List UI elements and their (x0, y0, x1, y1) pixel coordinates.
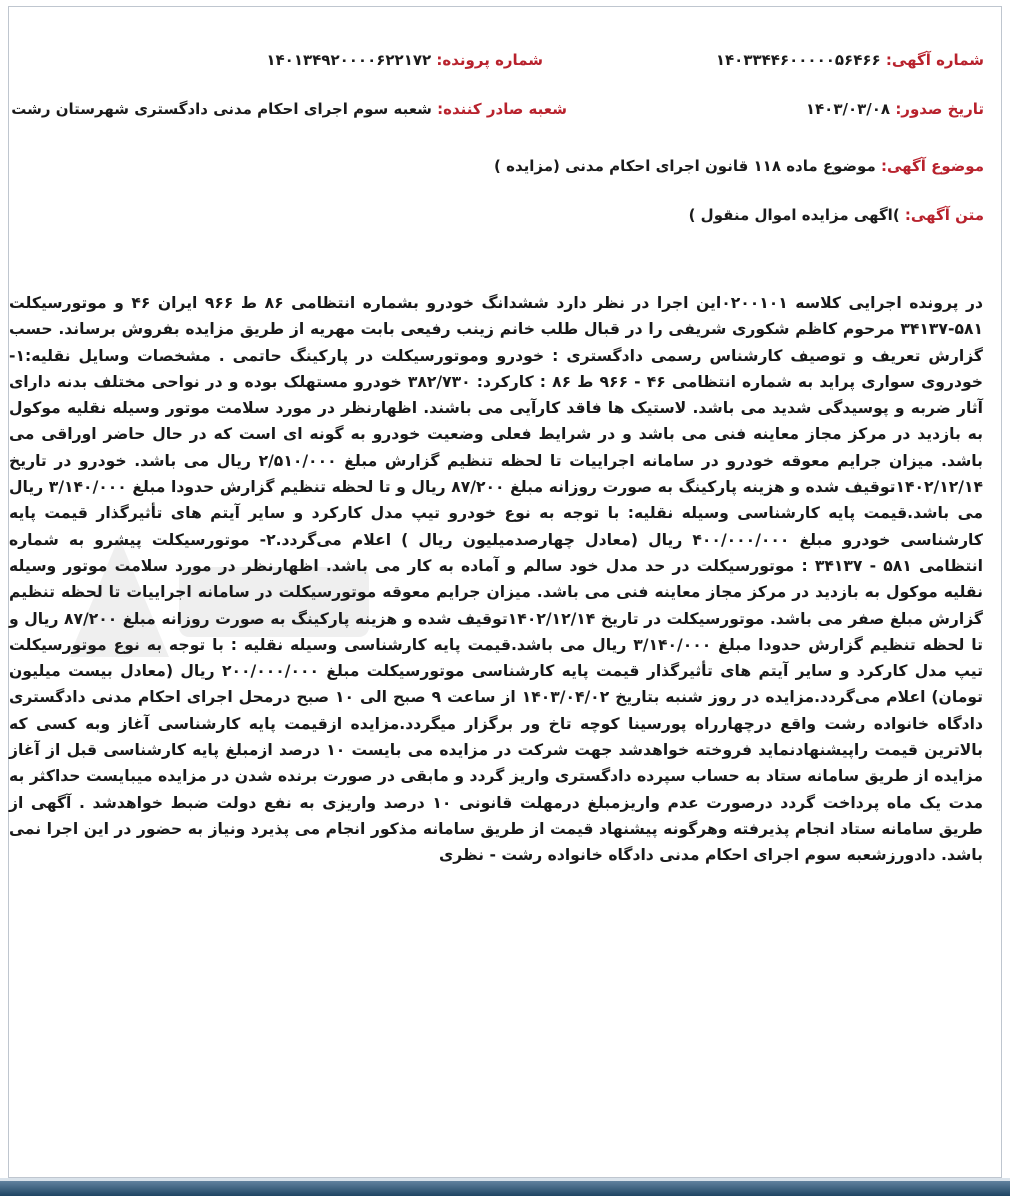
notice-number-label: شماره آگهی: (885, 51, 984, 69)
subject-value: موضوع ماده ۱۱۸ قانون اجرای احکام مدنی (مزایده ) (494, 157, 876, 175)
case-number-label: شماره پرونده: (436, 51, 543, 69)
subject-row (494, 157, 984, 175)
subject-label: موضوع آگهی: (880, 157, 984, 175)
notice-text-row (689, 206, 984, 224)
issuing-branch-row (11, 100, 567, 118)
case-number-value: ۱۴۰۱۳۴۹۲۰۰۰۰۶۲۲۱۷۲ (266, 51, 432, 69)
notice-text-title: )اگهی مزایده اموال منقول ) (688, 206, 900, 224)
notice-text-label: متن آگهی: (904, 206, 984, 224)
issuing-branch-value: شعبه سوم اجرای احکام مدنی دادگستری شهرستان رشت (11, 100, 432, 118)
bottom-bar (0, 1178, 1010, 1196)
notice-body-text: در پرونده اجرایی کلاسه ۰۲۰۰۱۰۱این اجرا در نظر دارد ششدانگ خودرو بشماره انتظامی ۸۶ ط ۹۶۶ ایران ۴۶ و موتورسیکلت ۵۸۱-۳۴۱۳۷ مرحوم کاظم شکوری شریفی را در قبال طلب خانم زینب رفیعی بابت مهریه از طریق مزایده بفروش برساند. حسب گزارش تعریف و توصیف کارشناس رسمی دادگستری : خودرو وموتورسیکلت در پارکینگ حاتمی . مشخصات وسایل نقلیه:۱- خودروی سواری پراید به شماره انتظامی ۴۶ - ۹۶۶ ط ۸۶ : کارکرد: ۳۸۲/۷۳۰ خودرو مستهلک بوده و در نواحی مختلف بدنه دارای آثار ضربه و پوسیدگی شدید می باشد. لاستیک ها فاقد کارآیی می باشند. اظهارنظر در مورد سلامت موتور وسیله نقلیه موکول به بازدید در مرکز مجاز معاینه فنی می باشد و در شرایط فعلی وضعیت خودرو به گونه ای است که در حال حاضر اوراقی می باشد. میزان جرایم معوقه خودرو در سامانه اجراییات تا لحظه تنظیم گزارش مبلغ ۲/۵۱۰/۰۰۰ ریال می باشد. خودرو در تاریخ ۱۴۰۲/۱۲/۱۴توقیف شده و هزینه پارکینگ به صورت روزانه مبلغ ۸۷/۲۰۰ ریال و تا لحظه تنظیم گزارش حدودا مبلغ ۳/۱۴۰/۰۰۰ ریال می باشد.قیمت پایه کارشناسی وسیله نقلیه: با توجه به نوع خودرو تیپ مدل کارکرد و سایر آیتم های تأثیرگذار قیمت پایه کارشناسی خودرو مبلغ ۴۰۰/۰۰۰/۰۰۰ ریال (معادل چهارصدمیلیون ریال ) اعلام می‌گردد.۲- موتورسیکلت پیشرو به شماره انتظامی ۵۸۱ - ۳۴۱۳۷ : موتورسیکلت در حد مدل خود سالم و آماده به کار می باشد. اظهارنظر در مورد سلامت موتور وسیله نقلیه موکول به بازدید در مرکز مجاز معاینه فنی می باشد. میزان جرایم معوقه موتورسیکلت در سامانه اجراییات تا لحظه تنظیم گزارش مبلغ صفر می باشد. موتورسیکلت در تاریخ ۱۴۰۲/۱۲/۱۴توقیف شده و هزینه پارکینگ به صورت روزانه مبلغ ۸۷/۲۰۰ ریال و تا لحظه تنظیم گزارش حدودا مبلغ ۳/۱۴۰/۰۰۰ ریال می باشد.قیمت پایه کارشناسی وسیله نقلیه : با توجه به نوع موتورسیکلت تیپ مدل کارکرد و سایر آیتم های تأثیرگذار قیمت پایه کارشناسی موتورسیکلت مبلغ ۲۰۰/۰۰۰/۰۰۰ ریال (معادل بیست میلیون تومان) اعلام می‌گردد.مزایده در روز شنبه بتاریخ ۱۴۰۳/۰۴/۰۲ از ساعت ۹ صبح الی ۱۰ صبح درمحل اجرای احکام مدنی دادگستری دادگاه خانواده رشت واقع درچهارراه پورسینا کوچه تاخ ور برگزار میگردد.مزایده ازقیمت پایه کارشناسی آغاز وبه کسی که بالاترین قیمت راپیشنهادنماید فروخته خواهدشد جهت شرکت در مزایده می بایست ۱۰ درصد ازمبلغ پایه کارشناسی قبل از آغاز مزایده از طریق سامانه ستاد به حساب سپرده دادگستری واریز گردد و مابقی در صورت برنده شدن در مزایده میبایست حداکثر به مدت یک ماه پرداخت گردد درصورت عدم واریزمبلغ درمهلت قانونی ۱۰ درصد واریزی به نفع دولت ضبط خواهدشد . آگهی از طریق سامانه ستاد انجام پذیرفته وهرگونه پیشنهاد قیمت از طریق سامانه مذکور انجام می پذیرد ونیاز به حضور در این اجرا نمی باشد. دادورزشعبه سوم اجرای احکام مدنی دادگاه خانواده رشت - نظری (9, 294, 984, 865)
document-frame (8, 6, 1002, 1178)
issue-date-row (806, 100, 984, 118)
issuing-branch-label: شعبه صادر کننده: (437, 100, 567, 118)
issue-date-label: تاریخ صدور: (895, 100, 984, 118)
notice-number-value: ۱۴۰۳۳۴۴۶۰۰۰۰۰۵۶۴۶۶ (715, 51, 881, 69)
case-number-row (266, 51, 543, 69)
notice-number-row (716, 51, 984, 69)
issue-date-value: ۱۴۰۳/۰۳/۰۸ (805, 100, 891, 118)
